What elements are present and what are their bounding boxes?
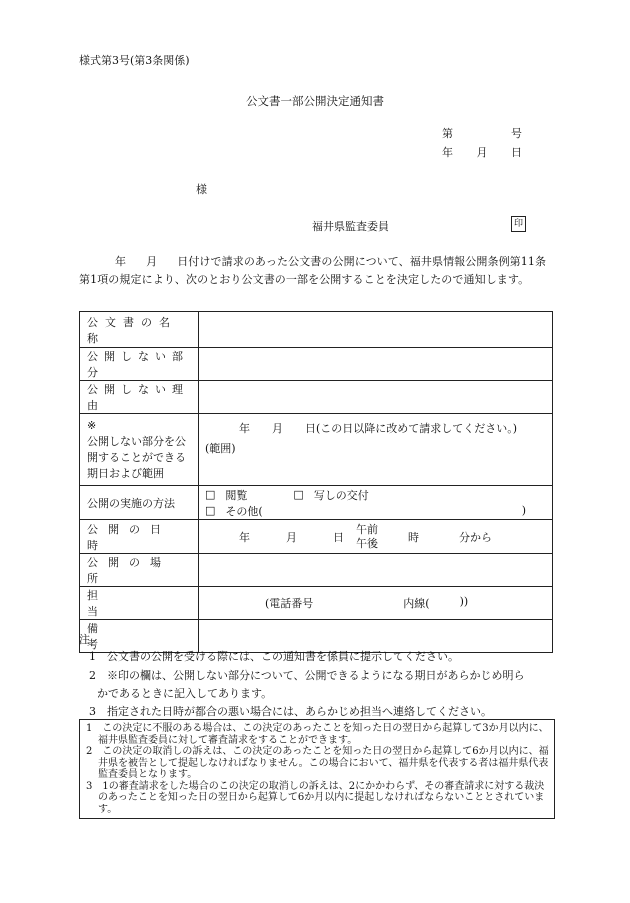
intro-text: 日付けで請求のあった公文書の公開について、福井県情報公開条例第11条第1項の規定により、次のとおり公文書の一部を公開することを決定したので通知します。 <box>79 255 547 286</box>
note-1: 1 公文書の公開を受ける際には、この通知書を係員に提示してください。 <box>89 650 459 663</box>
period-month: 月 <box>272 422 283 435</box>
dt-pm: 午後 <box>356 536 378 550</box>
checkbox-view[interactable]: □ <box>205 488 216 501</box>
document-title: 公文書一部公開決定通知書 <box>246 94 384 108</box>
dt-hour: 時 <box>408 530 419 544</box>
charge-extension: 内線( <box>403 597 430 610</box>
row-undisclosed-part <box>80 348 553 381</box>
addressee: 様 <box>196 183 207 196</box>
period-mark: ※ <box>87 418 97 432</box>
intro-month: 月 <box>146 255 158 268</box>
method-copy: 写しの交付 <box>313 488 369 502</box>
method-line-2 <box>205 503 546 519</box>
issuer: 福井県監査委員 <box>312 220 389 233</box>
note-2b: かであるときに記入してあります。 <box>97 687 273 700</box>
method-view: 閲覧 <box>225 488 248 502</box>
intro-paragraph <box>79 253 553 288</box>
method-other-close: ) <box>521 504 526 517</box>
appeal-1: 1 この決定に不服のある場合は、この決定のあったことを知った日の翌日から起算して3か月以内に、福井県監査委員に対して審査請求をすることができます。 <box>86 723 549 746</box>
appeal-3: 3 1の審査請求をした場合のこの決定の取消しの訴えは、2にかかわらず、その審査請求に対する裁決のあったことを知った日の翌日から起算して6か月以内に提起しなければならないこととされています。 <box>86 780 545 815</box>
row-doc-name <box>80 312 553 348</box>
number-prefix: 第 <box>442 127 453 140</box>
row-period <box>80 414 553 486</box>
row-method <box>80 486 553 520</box>
intro-year: 年 <box>115 255 127 268</box>
row-datetime <box>80 520 553 554</box>
value-undisclosed-reason[interactable] <box>199 381 553 414</box>
row-charge <box>80 587 553 620</box>
label-undisclosed-part: 公開しない部分 <box>87 350 189 379</box>
value-place[interactable] <box>199 554 553 587</box>
period-scope: (範囲) <box>205 442 236 455</box>
form-number: 様式第3号(第3条関係) <box>79 54 190 67</box>
period-note: (この日以降に改めて請求してください。) <box>316 422 518 435</box>
checkbox-copy[interactable]: □ <box>293 488 304 501</box>
dt-min: 分から <box>459 530 492 544</box>
datetime-line <box>205 523 546 551</box>
label-remarks: 備考 <box>87 622 166 651</box>
period-day: 日 <box>305 422 316 435</box>
issue-year: 年 <box>442 146 453 159</box>
label-place: 公開の場所 <box>87 556 171 585</box>
dt-day: 日 <box>333 530 344 544</box>
value-undisclosed-part[interactable] <box>199 348 553 381</box>
label-charge: 担当 <box>87 589 166 618</box>
issue-day: 日 <box>511 146 522 159</box>
method-other: その他( <box>225 504 263 518</box>
method-line-1 <box>205 487 546 503</box>
appeal-2: 2 この決定の取消しの訴えは、この決定のあったことを知った日の翌日から起算して6か月以内に、福井県を被告として提起しなければなりません。この場合において、福井県を代表する者は福井県代表監査委員となります。 <box>86 746 549 780</box>
dt-year: 年 <box>239 530 250 544</box>
row-undisclosed-reason <box>80 381 553 414</box>
seal-mark: 印 <box>511 216 526 232</box>
dt-ampm <box>356 523 378 551</box>
charge-phone: (電話番号 <box>265 597 314 610</box>
label-doc-name: 公文書の名称 <box>87 315 177 345</box>
period-date-line <box>205 420 546 436</box>
note-3: 3 指定された日時が都合の悪い場合には、あらかじめ担当へ連絡してください。 <box>89 705 492 718</box>
label-datetime: 公開の日時 <box>87 522 171 552</box>
issue-month: 月 <box>476 146 488 159</box>
dt-am: 午前 <box>356 522 378 536</box>
value-doc-name[interactable] <box>199 312 553 348</box>
label-period: 公開しない部分を公開することができる期日および範囲 <box>87 434 186 480</box>
checkbox-other[interactable]: □ <box>205 504 216 517</box>
number-suffix: 号 <box>511 127 522 140</box>
note-2a: 2 ※印の欄は、公開しない部分について、公開できるようになる期日があらかじめ明ら <box>89 669 525 682</box>
label-method: 公開の実施の方法 <box>87 496 175 510</box>
label-undisclosed-reason: 公開しない理由 <box>87 383 189 412</box>
number-date-block <box>442 124 522 162</box>
decision-table <box>79 311 553 653</box>
dt-month: 月 <box>286 530 297 544</box>
charge-line <box>205 595 546 611</box>
appeal-box <box>79 719 555 819</box>
charge-extension-close: )) <box>459 595 469 608</box>
period-year: 年 <box>239 422 250 435</box>
row-place <box>80 554 553 587</box>
notes-title: 注 <box>79 633 90 646</box>
